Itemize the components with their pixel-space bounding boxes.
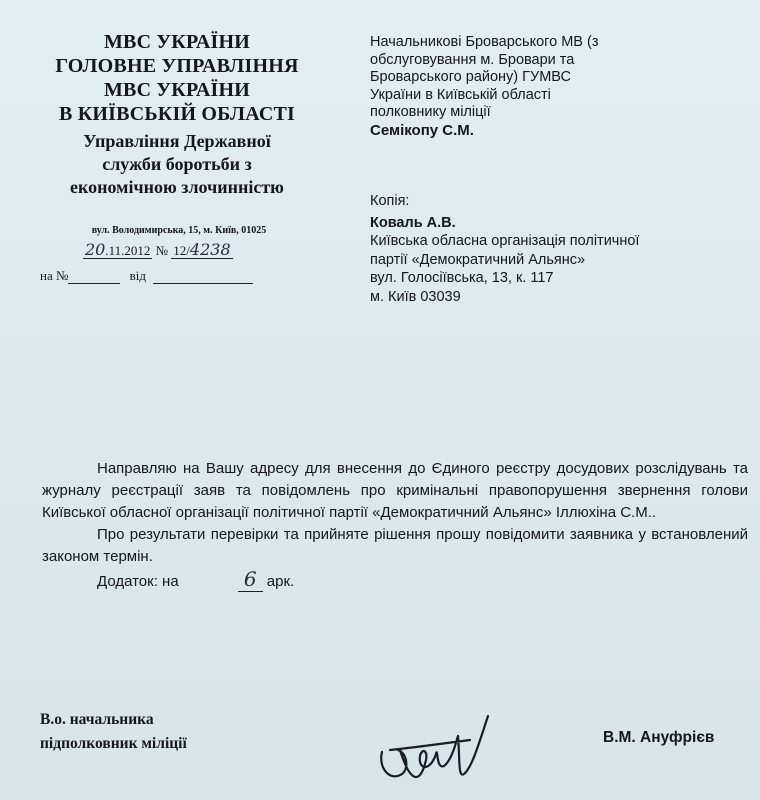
copy-line-1: Київська обласна організація політичної [370,233,640,249]
sender-address: вул. Володимирська, 15, м. Київ, 01025 [91,225,267,236]
body-paragraph-2: Про результати перевірки та прийняте рішення прошу повідомити заявника у встановлений законом термін. [42,526,748,565]
copy-name: Коваль А.В. [370,214,456,231]
sender-header [22,30,332,199]
department-line-3: економічною злочинністю [70,177,284,197]
copy-label: Копія: [370,193,410,209]
ministry-line-1: МВС УКРАЇНИ [103,31,251,53]
ref-date-day: 20 [85,240,106,259]
ministry-line-2: ГОЛОВНЕ УПРАВЛІННЯ [55,55,299,77]
body-paragraph-1: Направляю на Вашу адресу для внесення до Єдиного реєстру досудових розслідувань та журналу реєстрації заяв та повідомлень про кримінальні правопорушення звернення голови Київської обласної організації політичної партії «Демократичний Альянс» Іллюхіна С.М.. [42,460,748,521]
recipient-line-2: обслуговування м. Бровари та [370,51,575,68]
copy-line-3: вул. Голосіївська, 13, к. 117 [370,270,554,286]
recipient-line-1: Начальникові Броварського МВ (з [370,34,599,50]
attachment-count: 6 [238,567,263,592]
signatory-title [40,708,187,756]
reply-from-label: від [129,268,147,283]
handwritten-signature [370,690,500,795]
attachment-suffix: арк. [266,573,295,590]
copy-block [370,192,730,306]
letter-body [42,458,748,593]
recipient-line-3: Броварського району) ГУМВС [370,69,571,85]
recipient-line-4: України в Київській області [370,86,551,103]
copy-line-2: партії «Демократичний Альянс» [370,251,586,268]
signatory-title-line-2: підполковник міліції [40,735,187,752]
recipient-name: Семікопу С.М. [370,121,474,139]
reply-reference [40,268,253,284]
attachment-prefix: Додаток: на [97,573,179,590]
ministry-line-3: МВС УКРАЇНИ [103,79,251,101]
recipient-line-5: полковнику міліції [370,104,491,120]
department-line-1: Управління Державної [83,131,271,151]
ministry-line-4: В КИЇВСЬКІЙ ОБЛАСТІ [58,103,296,125]
ref-number-handwritten: 4238 [189,240,231,259]
department-line-2: служби боротьби з [102,154,252,174]
signatory-name: В.М. Ануфрієв [603,729,715,746]
reply-number-label: на № [40,268,69,283]
attachment-line [42,568,748,593]
ref-date-rest: .11.2012 [105,243,151,258]
copy-line-4: м. Київ 03039 [370,288,461,305]
recipient-block [370,34,730,139]
signatory-title-line-1: В.о. начальника [40,711,154,728]
ref-number-prefix: 12/ [173,243,190,258]
outgoing-reference [83,240,233,259]
department-name [22,130,332,199]
ref-number-label: № [155,243,169,258]
